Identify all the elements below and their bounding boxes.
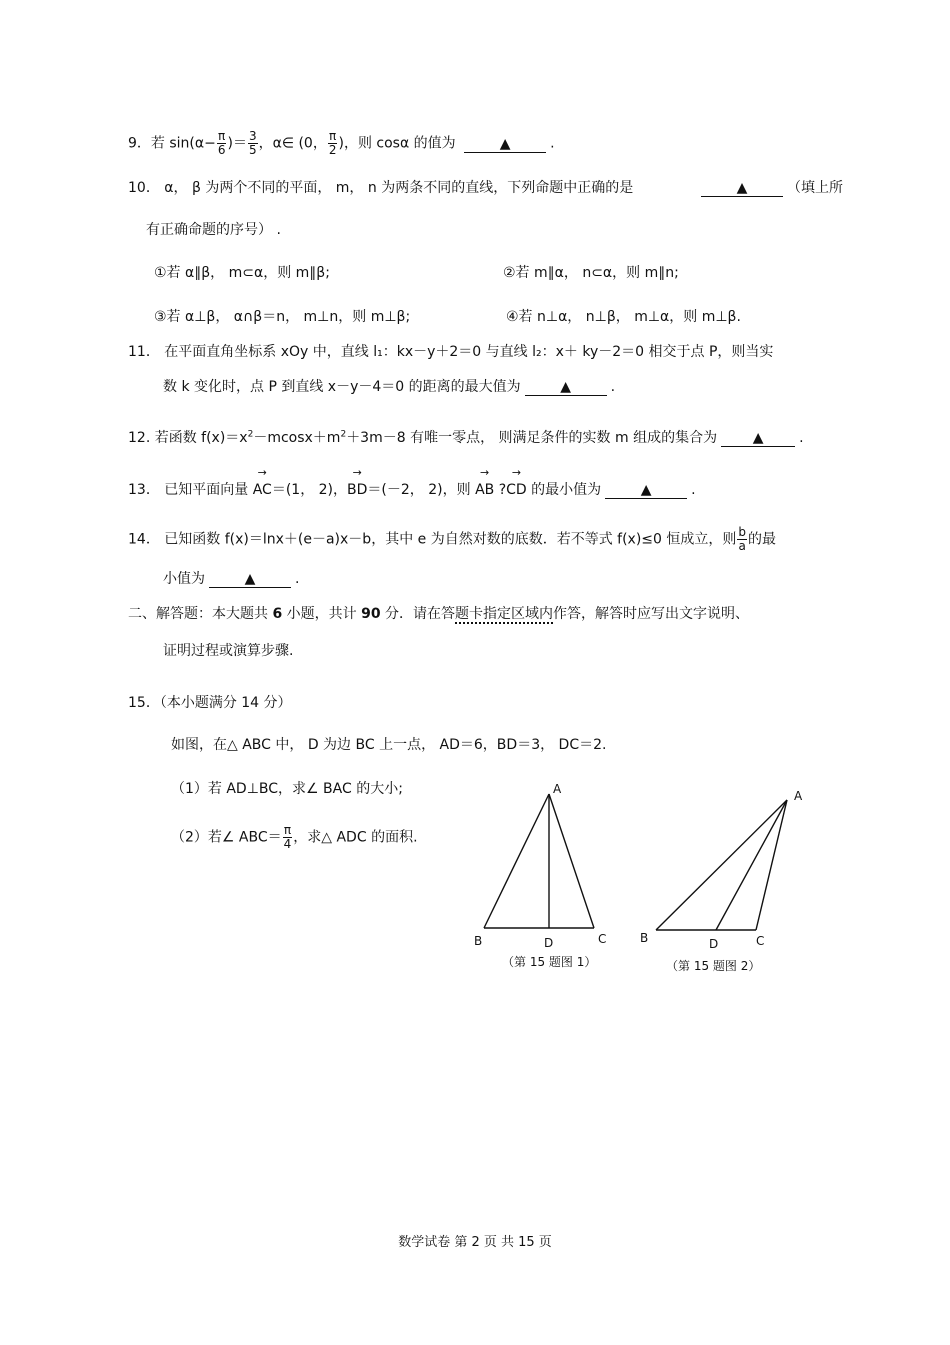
question-15-part1: （1）若 AD⊥BC，求∠ BAC 的大小; bbox=[171, 781, 403, 797]
q9-text-c: ，α∈ (0， bbox=[258, 135, 327, 152]
q14-text-c: 的最 bbox=[748, 531, 777, 548]
q10-option-3: ③若 α⊥β， α∩β＝n， m⊥n，则 m⊥β; bbox=[154, 309, 411, 325]
question-11-line1: 11． 在平面直角坐标系 xOy 中，直线 l₁：kx－y＋2＝0 与直线 l₂：x＋ ky－2＝0 相交于点 P，则当实 bbox=[128, 344, 774, 360]
q10-option-4: ④若 n⊥α， n⊥β， m⊥α，则 m⊥β. bbox=[506, 309, 741, 325]
q9-text-b: )＝ bbox=[227, 135, 247, 152]
page-footer: 数学试卷 第 2 页 共 15 页 bbox=[398, 1235, 552, 1250]
q15-frac-num: π bbox=[283, 823, 292, 837]
question-14-line2: 小值为 ▲ . bbox=[163, 571, 300, 587]
q13-text-a: 13． 已知平面向量 bbox=[128, 482, 253, 498]
q13-text-d: ? bbox=[494, 482, 507, 498]
q11-text: 数 k 变化时，点 P 到直线 x－y－4＝0 的距离的最大值为 bbox=[163, 379, 521, 395]
q9-frac2-num: 3 bbox=[248, 129, 257, 143]
q15-p2-text-a: （2）若∠ ABC＝ bbox=[171, 829, 282, 846]
sec2-points: 90 bbox=[361, 606, 381, 622]
fig1-side-ab bbox=[484, 794, 549, 928]
fig1-side-ac bbox=[549, 794, 594, 928]
q11-answer-blank[interactable]: ▲ bbox=[525, 379, 607, 396]
fig2-label-d: D bbox=[709, 937, 719, 951]
vector-ac: → AC bbox=[253, 480, 272, 500]
q9-text-a: 9．若 sin(α− bbox=[128, 135, 216, 152]
q9-frac-num: π bbox=[218, 129, 226, 143]
q12-sup-2: 2 bbox=[340, 429, 347, 440]
q9-frac-pi2 bbox=[328, 130, 338, 157]
q9-frac3-den: 2 bbox=[328, 143, 337, 157]
q10-text-b: （填上所 bbox=[787, 180, 843, 196]
question-15-part2 bbox=[171, 824, 418, 851]
q10-text: 10． α， β 为两个不同的平面， m， n 为两条不同的直线，下列命题中正确的是 bbox=[128, 180, 634, 196]
section-2-line2: 证明过程或演算步骤. bbox=[163, 643, 294, 659]
question-10-line1 bbox=[128, 178, 633, 198]
question-15-stem: 如图，在△ ABC 中， D 为边 BC 上一点， AD＝6，BD＝3， DC＝2. bbox=[171, 737, 607, 753]
sec2-text-b: 小题，共计 bbox=[282, 606, 362, 622]
q12-text-a: 12. 若函数 f(x)＝x bbox=[128, 430, 248, 446]
q15-frac-pi4 bbox=[283, 824, 293, 851]
q15-p2-text-b: ，求△ ADC 的面积. bbox=[293, 829, 418, 846]
fig1-label-c: C bbox=[598, 932, 607, 946]
figure-2-triangle bbox=[640, 780, 803, 940]
q10-answer-blank[interactable]: ▲ bbox=[701, 180, 783, 197]
sec2-text-d: 作答，解答时应写出文字说明、 bbox=[553, 606, 750, 622]
q13-text-c: ＝(－2， 2)，则 bbox=[367, 482, 476, 498]
fig2-segment-ad bbox=[716, 800, 787, 930]
fig1-label-a: A bbox=[553, 782, 562, 796]
vector-ab: → AB bbox=[475, 480, 494, 500]
q13-text-e: 的最小值为 bbox=[526, 482, 602, 498]
fig1-label-b: B bbox=[474, 934, 483, 948]
question-13: 13． 已知平面向量 → AC＝(1， 2)，→ BD＝(－2， 2)，则 → AB ?→ CD 的最小值为 ▲ . bbox=[128, 480, 696, 500]
sec2-text-a: 二、解答题：本大题共 bbox=[128, 606, 273, 622]
fig2-label-b: B bbox=[640, 931, 649, 945]
q14-frac-den: a bbox=[738, 539, 746, 553]
q13-text-b: ＝(1， 2)， bbox=[271, 482, 348, 498]
question-14-line1 bbox=[128, 526, 776, 553]
q9-frac-den: 6 bbox=[217, 143, 226, 157]
q10-option-1: ①若 α∥β， m⊂α，则 m∥β; bbox=[154, 265, 330, 281]
fig1-label-d: D bbox=[544, 936, 554, 950]
question-9 bbox=[128, 130, 555, 157]
q12-sup-1: 2 bbox=[247, 429, 254, 440]
q9-answer-blank[interactable]: ▲ bbox=[464, 136, 546, 153]
sec2-count: 6 bbox=[272, 606, 283, 622]
q9-frac2-den: 5 bbox=[248, 143, 257, 157]
q9-frac3-num: π bbox=[329, 129, 337, 143]
fig2-label-a: A bbox=[794, 789, 803, 803]
fig1-caption: （第 15 题图 1） bbox=[502, 955, 597, 969]
question-10-blank-wrap bbox=[697, 178, 843, 198]
q15-frac-den: 4 bbox=[283, 837, 292, 851]
q13-answer-blank[interactable]: ▲ bbox=[605, 482, 687, 499]
sec2-text-c: 分．请在答 bbox=[380, 606, 456, 622]
question-11-line2: 数 k 变化时，点 P 到直线 x－y－4＝0 的距离的最大值为 ▲ . bbox=[163, 379, 616, 395]
section-2-heading bbox=[128, 604, 749, 624]
q14-frac-ba bbox=[737, 526, 747, 553]
q14-text-a: 14． 已知函数 f(x)＝lnx＋(e－a)x－b，其中 e 为自然对数的底数．若不等式 f(x)≤0 恒成立，则 bbox=[128, 531, 737, 548]
q9-text-d: )，则 cosα 的值为 bbox=[338, 135, 456, 152]
vector-cd: → CD bbox=[506, 480, 527, 500]
q9-frac-35 bbox=[248, 130, 258, 157]
question-12: 12. 若函数 $f(x)=x^2-mcosx+m^2+3m-8$ 有唯一零点， 则满足条件的实数 m 组成的集合为 ▲ . bbox=[128, 429, 804, 446]
vector-bd: → BD bbox=[347, 480, 367, 500]
question-15-heading: 15．（本小题满分 14 分） bbox=[128, 695, 292, 711]
fig2-side-ac bbox=[756, 800, 787, 930]
q9-frac-pi6 bbox=[217, 130, 227, 157]
q9-period: . bbox=[550, 135, 555, 152]
q14-text-l2: 小值为 bbox=[163, 571, 205, 587]
q12-answer-blank[interactable]: ▲ bbox=[721, 430, 795, 447]
question-10-line2: 有正确命题的序号） . bbox=[146, 222, 281, 238]
figure-1-triangle bbox=[470, 780, 620, 940]
q14-frac-num: b bbox=[738, 525, 747, 539]
q14-answer-blank[interactable]: ▲ bbox=[209, 571, 291, 588]
q12-text-c: ＋3m－8 有唯一零点， 则满足条件的实数 m 组成的集合为 bbox=[346, 430, 718, 446]
q10-option-2: ②若 m∥α， n⊂α，则 m∥n; bbox=[503, 265, 679, 281]
fig2-label-c: C bbox=[756, 934, 765, 948]
q12-text-b: －mcosx＋m bbox=[253, 430, 341, 446]
sec2-emphasis: 题卡指定区域内 bbox=[455, 606, 554, 622]
fig2-caption: （第 15 题图 2） bbox=[666, 959, 761, 973]
fig2-side-ab bbox=[656, 800, 787, 930]
